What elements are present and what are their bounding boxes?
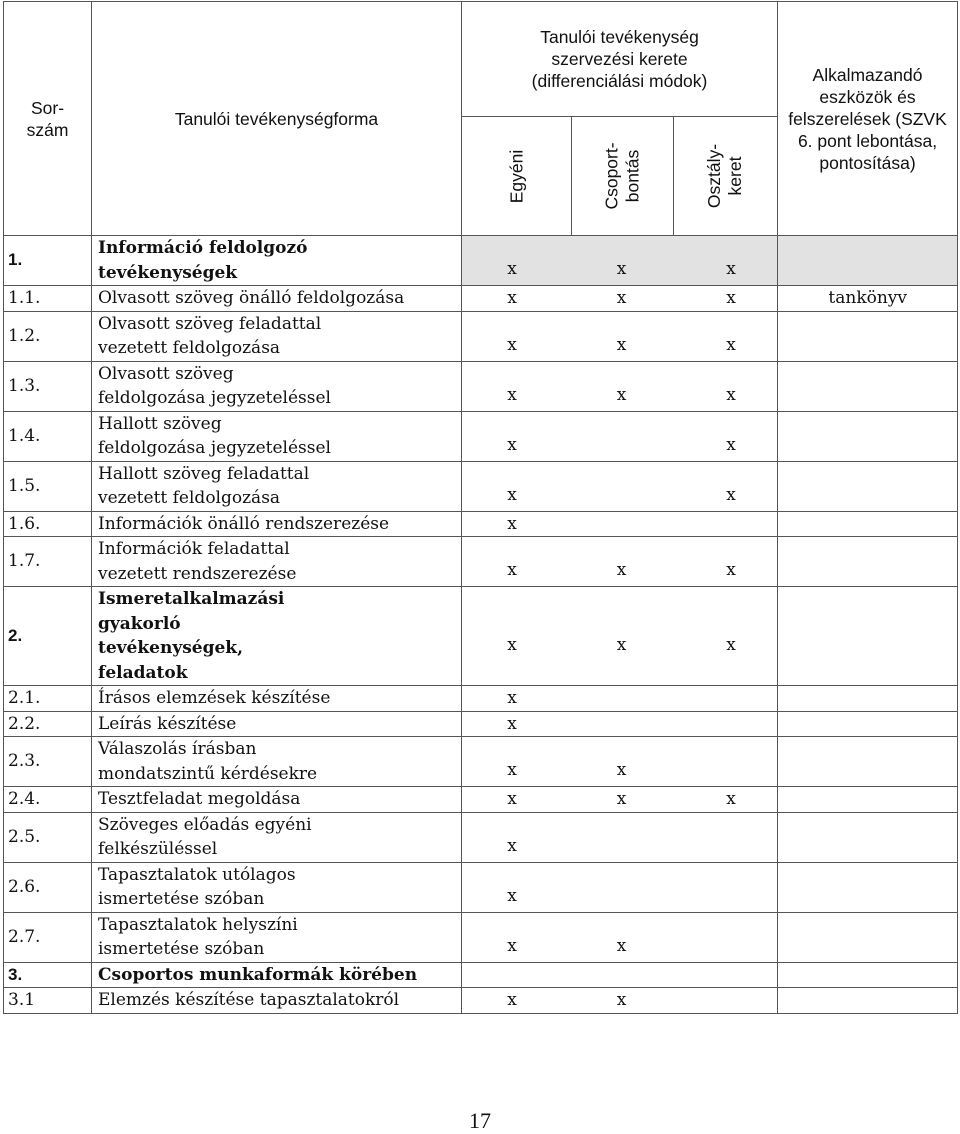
- activity-cell: Olvasott szöveg önálló feldolgozása: [92, 286, 462, 312]
- tools-cell: [778, 361, 958, 411]
- tools-cell: [778, 461, 958, 511]
- activity-cell: Leírás készítése: [92, 711, 462, 737]
- row-number: 1.3.: [4, 361, 92, 411]
- activity-cell: Tapasztalatok helyszíni ismertetése szóban: [92, 912, 462, 962]
- activity-cell: Olvasott szöveg feladattal vezetett feldolgozása: [92, 311, 462, 361]
- row-number: 1.5.: [4, 461, 92, 511]
- table-row: [4, 787, 958, 813]
- row-number: 2.: [4, 587, 92, 686]
- row-number: 1.6.: [4, 511, 92, 537]
- row-number: 1.: [4, 236, 92, 286]
- table-row: [4, 711, 958, 737]
- differentiation-marks: [462, 411, 778, 461]
- activity-cell: Információk feladattal vezetett rendszerezése: [92, 537, 462, 587]
- mark-osztaly: x: [726, 789, 736, 809]
- mark-csoport: x: [616, 288, 627, 308]
- mark-osztaly: x: [726, 560, 736, 581]
- row-number: 1.4.: [4, 411, 92, 461]
- activity-cell: Elemzés készítése tapasztalatokról: [92, 988, 462, 1014]
- row-number: 1.7.: [4, 537, 92, 587]
- mark-csoport: x: [616, 634, 627, 655]
- row-number: 1.2.: [4, 311, 92, 361]
- tools-cell: [778, 988, 958, 1014]
- differentiation-marks: [462, 286, 778, 312]
- mark-egyeni: x: [507, 334, 517, 355]
- differentiation-marks: [462, 361, 778, 411]
- tools-cell: [778, 236, 958, 286]
- mark-csoport: x: [616, 935, 627, 956]
- mark-csoport: x: [616, 384, 627, 405]
- activity-cell: Információk önálló rendszerezése: [92, 511, 462, 537]
- tools-cell: [778, 411, 958, 461]
- tools-cell: [778, 311, 958, 361]
- table-row: [4, 737, 958, 787]
- differentiation-marks: [462, 962, 778, 988]
- tools-cell: [778, 711, 958, 737]
- differentiation-marks: [462, 587, 778, 686]
- activity-table: [3, 1, 958, 1014]
- differentiation-marks: [462, 686, 778, 712]
- activity-cell: Hallott szöveg feldolgozása jegyzeteléssel: [92, 411, 462, 461]
- activity-cell: Szöveges előadás egyéni felkészüléssel: [92, 812, 462, 862]
- mark-egyeni: x: [507, 760, 517, 781]
- tools-cell: [778, 812, 958, 862]
- activity-cell: Tesztfeladat megoldása: [92, 787, 462, 813]
- tools-cell: [778, 511, 958, 537]
- row-number: 2.7.: [4, 912, 92, 962]
- differentiation-marks: [462, 311, 778, 361]
- row-number: 2.4.: [4, 787, 92, 813]
- mark-csoport: x: [616, 990, 627, 1010]
- table-row: [4, 286, 958, 312]
- row-number: 3.1: [4, 988, 92, 1014]
- table-row: [4, 862, 958, 912]
- mark-egyeni: x: [507, 484, 517, 505]
- differentiation-marks: [462, 236, 778, 286]
- mark-csoport: x: [616, 760, 627, 781]
- mark-egyeni: x: [507, 713, 517, 734]
- mark-egyeni: x: [507, 288, 517, 308]
- mark-egyeni: x: [507, 384, 517, 405]
- table-row: [4, 912, 958, 962]
- tools-cell: [778, 962, 958, 988]
- differentiation-marks: [462, 912, 778, 962]
- header-egyeni: Egyéni: [462, 117, 572, 236]
- mark-osztaly: x: [726, 384, 736, 405]
- row-number: 1.1.: [4, 286, 92, 312]
- mark-osztaly: x: [726, 434, 736, 455]
- mark-egyeni: x: [507, 259, 517, 280]
- table-row: [4, 537, 958, 587]
- header-sorszam: Sor- szám: [4, 2, 92, 236]
- header-csoport: Csoport- bontás: [572, 117, 674, 236]
- mark-osztaly: x: [726, 334, 736, 355]
- table-row: [4, 361, 958, 411]
- header-tools: Alkalmazandó eszközök és felszerelések (SZVK 6. pont lebontása, pontosítása): [778, 2, 958, 236]
- activity-cell: Válaszolás írásban mondatszintű kérdésekre: [92, 737, 462, 787]
- table-body: [4, 236, 958, 1014]
- differentiation-marks: [462, 737, 778, 787]
- mark-csoport: x: [616, 334, 627, 355]
- header-activity-form: Tanulói tevékenységforma: [92, 2, 462, 236]
- differentiation-marks: [462, 862, 778, 912]
- row-number: 2.5.: [4, 812, 92, 862]
- mark-osztaly: x: [726, 288, 736, 308]
- table-row: [4, 962, 958, 988]
- table-row: [4, 461, 958, 511]
- row-number: 2.3.: [4, 737, 92, 787]
- differentiation-marks: [462, 812, 778, 862]
- activity-cell: Hallott szöveg feladattal vezetett feldolgozása: [92, 461, 462, 511]
- table-row: [4, 812, 958, 862]
- row-number: 2.1.: [4, 686, 92, 712]
- page-number: 17: [469, 1108, 491, 1133]
- table-row: [4, 587, 958, 686]
- mark-csoport: x: [616, 560, 627, 581]
- table-row: [4, 686, 958, 712]
- mark-egyeni: x: [507, 434, 517, 455]
- mark-egyeni: x: [507, 935, 517, 956]
- tools-cell: [778, 787, 958, 813]
- table-row: [4, 511, 958, 537]
- activity-cell: Információ feldolgozó tevékenységek: [92, 236, 462, 286]
- mark-egyeni: x: [507, 990, 517, 1010]
- activity-cell: Olvasott szöveg feldolgozása jegyzeteléssel: [92, 361, 462, 411]
- header-osztaly: Osztály- keret: [674, 117, 778, 236]
- row-number: 2.6.: [4, 862, 92, 912]
- header-organization: Tanulói tevékenység szervezési kerete (differenciálási módok): [462, 2, 778, 117]
- mark-osztaly: x: [726, 634, 736, 655]
- differentiation-marks: [462, 787, 778, 813]
- tools-cell: [778, 537, 958, 587]
- tools-cell: [778, 912, 958, 962]
- tools-cell: [778, 587, 958, 686]
- table-row: [4, 236, 958, 286]
- mark-egyeni: x: [507, 885, 517, 906]
- mark-egyeni: x: [507, 835, 517, 856]
- tools-cell: [778, 686, 958, 712]
- mark-egyeni: x: [507, 513, 517, 534]
- tools-cell: tankönyv: [778, 286, 958, 312]
- differentiation-marks: [462, 711, 778, 737]
- row-number: 2.2.: [4, 711, 92, 737]
- mark-egyeni: x: [507, 560, 517, 581]
- differentiation-marks: [462, 461, 778, 511]
- tools-cell: [778, 737, 958, 787]
- mark-osztaly: x: [726, 484, 736, 505]
- table-row: [4, 311, 958, 361]
- activity-cell: Tapasztalatok utólagos ismertetése szóban: [92, 862, 462, 912]
- activity-cell: Írásos elemzések készítése: [92, 686, 462, 712]
- tools-cell: [778, 862, 958, 912]
- row-number: 3.: [4, 962, 92, 988]
- activity-cell: Ismeretalkalmazási gyakorló tevékenységek, feladatok: [92, 587, 462, 686]
- differentiation-marks: [462, 988, 778, 1014]
- differentiation-marks: [462, 511, 778, 537]
- table-row: [4, 988, 958, 1014]
- mark-egyeni: x: [507, 634, 517, 655]
- mark-egyeni: x: [507, 688, 517, 708]
- mark-csoport: x: [616, 259, 627, 280]
- differentiation-marks: [462, 537, 778, 587]
- activity-cell: Csoportos munkaformák körében: [92, 962, 462, 988]
- mark-osztaly: x: [726, 259, 736, 280]
- mark-egyeni: x: [507, 789, 517, 809]
- table-row: [4, 411, 958, 461]
- mark-csoport: x: [616, 789, 627, 809]
